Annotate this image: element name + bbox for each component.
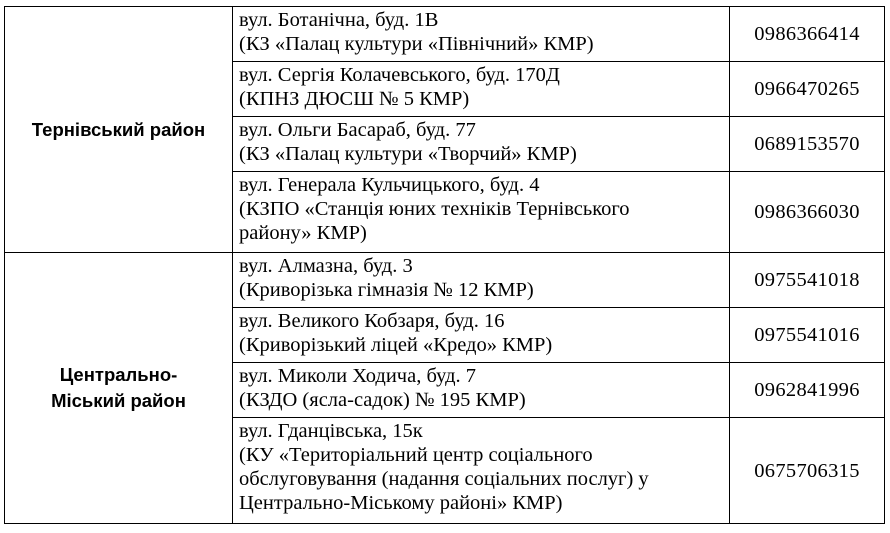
- street-address: вул. Сергія Колачевського, буд. 170Д: [239, 64, 560, 86]
- phone-number: 0962841996: [754, 379, 860, 401]
- phone-number: 0986366030: [754, 201, 860, 223]
- organization-name: (КЗПО «Станція юних техніків Тернівського: [239, 198, 630, 220]
- street-address: вул. Ботанічна, буд. 1В: [239, 9, 439, 31]
- district-name-cell: [5, 7, 233, 253]
- phone-cell: [730, 363, 885, 418]
- address-table: [4, 6, 885, 524]
- address-cell: [233, 308, 730, 363]
- table-row: [5, 253, 885, 308]
- district-name: Міський район: [51, 390, 186, 411]
- street-address: вул. Миколи Ходича, буд. 7: [239, 365, 477, 387]
- district-name: Тернівський район: [31, 118, 206, 140]
- document-page: [4, 6, 884, 524]
- address-cell: [233, 172, 730, 253]
- phone-cell: [730, 253, 885, 308]
- phone-cell: [730, 308, 885, 363]
- organization-name: Центрально-Міському районі» КМР): [239, 492, 563, 514]
- address-cell: [233, 418, 730, 524]
- phone-number: 0689153570: [754, 133, 860, 155]
- organization-name: (КУ «Територіальний центр соціального: [239, 444, 593, 466]
- phone-cell: [730, 62, 885, 117]
- organization-name: (Криворізький ліцей «Кредо» КМР): [239, 334, 553, 356]
- address-cell: [233, 117, 730, 172]
- street-address: вул. Гданцівська, 15к: [239, 420, 423, 442]
- street-address: вул. Ольги Басараб, буд. 77: [239, 119, 476, 141]
- organization-name: (Криворізька гімназія № 12 КМР): [239, 279, 534, 301]
- organization-name: (КЗ «Палац культури «Творчий» КМР): [239, 143, 577, 165]
- district-name: Центрально-: [59, 364, 178, 385]
- phone-cell: [730, 418, 885, 524]
- phone-cell: [730, 172, 885, 253]
- street-address: вул. Генерала Кульчицького, буд. 4: [239, 174, 540, 196]
- address-cell: [233, 62, 730, 117]
- table-row: [5, 7, 885, 62]
- address-cell: [233, 363, 730, 418]
- phone-number: 0966470265: [754, 78, 860, 100]
- phone-number: 0986366414: [754, 23, 860, 45]
- address-cell: [233, 7, 730, 62]
- phone-number: 0675706315: [754, 459, 860, 482]
- organization-name: (КЗДО (ясла-садок) № 195 КМР): [239, 389, 526, 411]
- phone-number: 0975541016: [754, 324, 860, 346]
- organization-name: (КЗ «Палац культури «Північний» КМР): [239, 33, 594, 55]
- address-cell: [233, 253, 730, 308]
- street-address: вул. Алмазна, буд. 3: [239, 255, 413, 277]
- phone-cell: [730, 7, 885, 62]
- street-address: вул. Великого Кобзаря, буд. 16: [239, 310, 505, 332]
- phone-cell: [730, 117, 885, 172]
- organization-name: району» КМР): [239, 222, 367, 244]
- phone-number: 0975541018: [754, 269, 860, 291]
- organization-name: обслуговування (надання соціальних послуг) у: [239, 468, 649, 490]
- organization-name: (КПНЗ ДЮСШ № 5 КМР): [239, 88, 470, 110]
- district-name-cell: [5, 253, 233, 524]
